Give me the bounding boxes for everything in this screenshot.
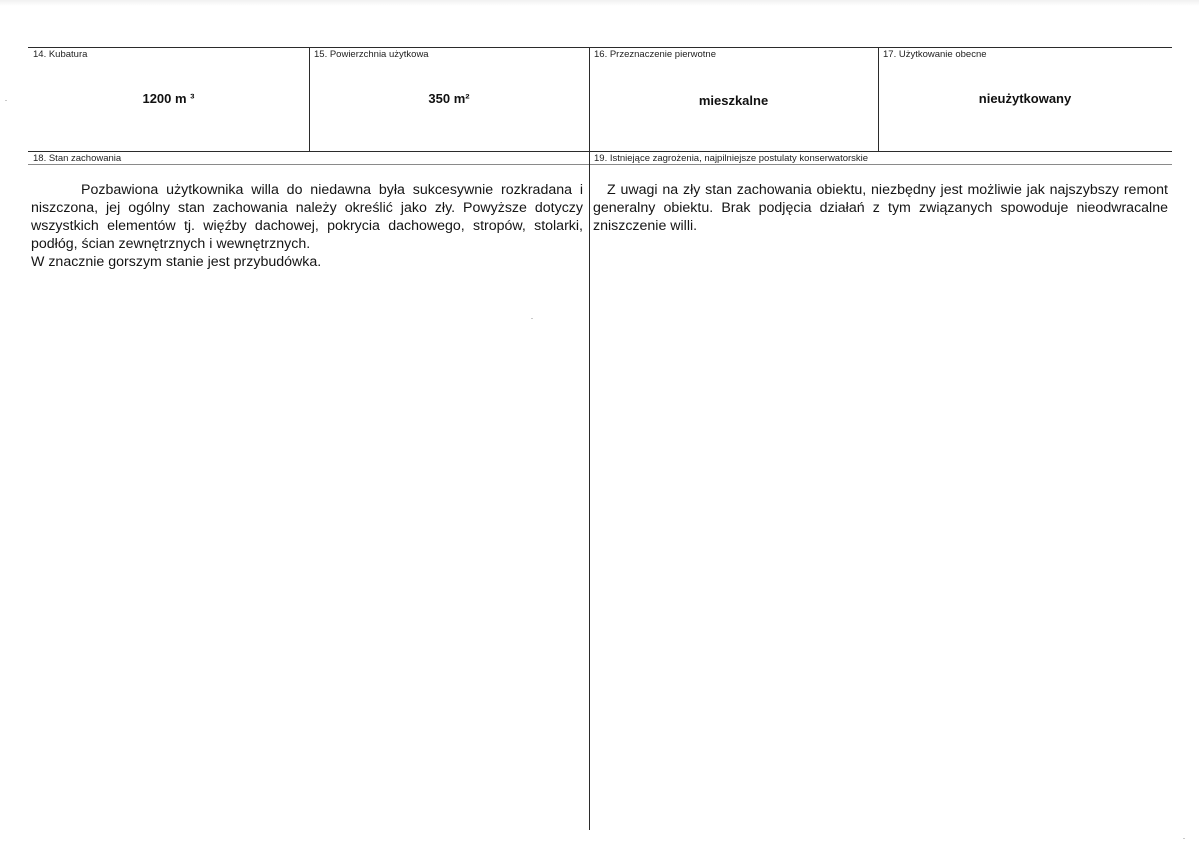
stan-zachowania-text bbox=[31, 181, 583, 271]
col-divider-16 bbox=[589, 47, 590, 830]
stan-zachowania-paragraph: Pozbawiona użytkownika willa do niedawna była sukcesywnie rozkradana i niszczona, jej ogólny stan zachowania należy określić jako zły. Powyższe dotyczy wszystkich elementów tj. więźby dachowej, pokrycia dachowego, stropów, stolarki, podłóg, ścian zewnętrznych i wewnętrznych. bbox=[31, 182, 583, 252]
scan-top-edge bbox=[0, 0, 1199, 6]
przeznaczenie-value: mieszkalne bbox=[698, 93, 769, 108]
powierzchnia-label: 15. Powierzchnia użytkowa bbox=[314, 49, 429, 60]
kubatura-value: 1200 m ³ bbox=[142, 91, 195, 106]
zagrozenia-label: 19. Istniejące zagrożenia, najpilniejsze postulaty konserwatorskie bbox=[594, 153, 869, 164]
uzytkowanie-label: 17. Użytkowanie obecne bbox=[883, 49, 987, 60]
zagrozenia-text bbox=[593, 181, 1168, 235]
header-divider bbox=[28, 164, 1172, 165]
powierzchnia-value: 350 m² bbox=[428, 91, 470, 106]
zagrozenia-paragraph: Z uwagi na zły stan zachowania obiektu, niezbędny jest możliwie jak najszybszy remont generalny obiektu. Brak podjęcia działań z tym związanych spowoduje nieodwracalne zniszczenie willi. bbox=[593, 182, 1168, 234]
przeznaczenie-label: 16. Przeznaczenie pierwotne bbox=[594, 49, 716, 60]
scan-speck bbox=[5, 100, 7, 101]
scan-speck bbox=[1183, 838, 1185, 839]
stan-zachowania-label: 18. Stan zachowania bbox=[33, 153, 122, 164]
row-divider bbox=[28, 151, 1172, 152]
kubatura-label: 14. Kubatura bbox=[33, 49, 88, 60]
table-top-border bbox=[28, 47, 1172, 48]
uzytkowanie-value: nieużytkowany bbox=[978, 91, 1072, 106]
scan-speck bbox=[531, 318, 533, 319]
stan-zachowania-paragraph-2: W znacznie gorszym stanie jest przybudówka. bbox=[31, 254, 322, 270]
